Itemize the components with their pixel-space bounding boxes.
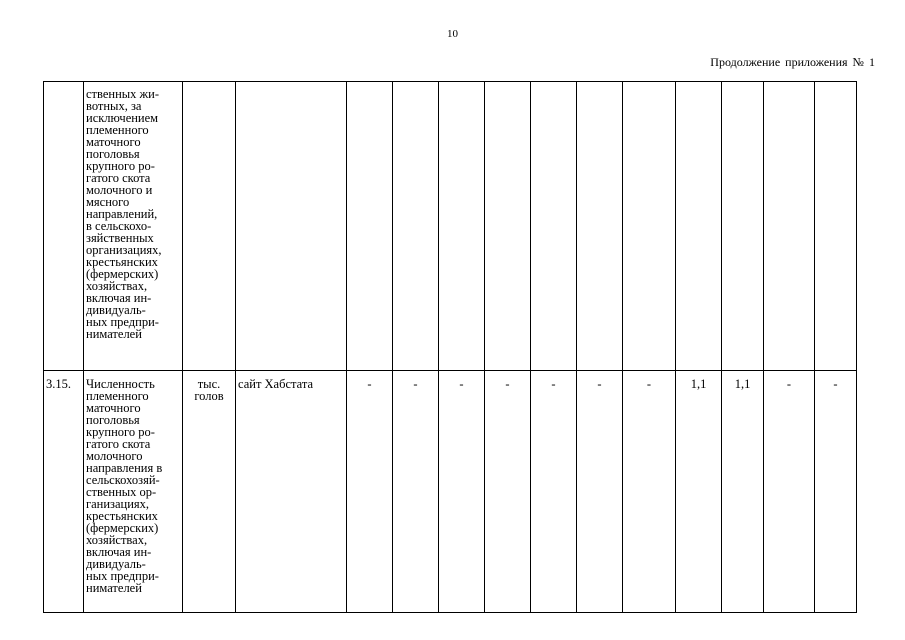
value-cell: -	[577, 371, 623, 613]
value-cell: 1,1	[676, 371, 722, 613]
value-cell: -	[764, 371, 815, 613]
value-cell	[623, 82, 676, 371]
table-row	[44, 371, 857, 613]
indicator-name-cell	[84, 82, 183, 371]
value-cell	[815, 82, 857, 371]
value-cell: -	[485, 371, 531, 613]
continuation-label: Продолжение приложения № 1	[710, 55, 875, 69]
indicator-name-text: ственных жи- вотных, за исключением племенного маточного поголовья крупного ро- гатого скота молочного и мясного направлений, в сельскохо- зяйственных организациях, крестьянских (фермерских) хозяйствах, включая ин- дивидуаль- ных предпри- нимателей	[86, 87, 162, 341]
value-cell: -	[439, 371, 485, 613]
value-cell	[347, 82, 393, 371]
value-cell: -	[393, 371, 439, 613]
value-cell	[485, 82, 531, 371]
table-row	[44, 82, 857, 371]
indicator-name-text: Численность племенного маточного поголовья крупного ро- гатого скота молочного направления в сельскохозяй- ственных ор- ганизациях, крестьянских (фермерских) хозяйствах, включая ин- дивидуаль- ных предпри- нимателей	[86, 377, 163, 595]
value-cell	[577, 82, 623, 371]
value-cell	[393, 82, 439, 371]
value-cell: -	[347, 371, 393, 613]
value-cell	[764, 82, 815, 371]
indicator-name-cell	[84, 371, 183, 613]
value-cell: -	[531, 371, 577, 613]
unit-cell	[183, 82, 236, 371]
source-cell	[236, 82, 347, 371]
unit-cell	[183, 371, 236, 613]
data-table	[43, 81, 857, 613]
value-cell	[676, 82, 722, 371]
value-cell: -	[623, 371, 676, 613]
value-cell	[722, 82, 764, 371]
value-cell	[531, 82, 577, 371]
page-number: 10	[447, 28, 458, 40]
value-cell: 1,1	[722, 371, 764, 613]
row-number-cell	[44, 82, 84, 371]
unit-text: тыс. голов	[194, 377, 224, 403]
value-cell: -	[815, 371, 857, 613]
source-cell: сайт Хабстата	[236, 371, 347, 613]
value-cell	[439, 82, 485, 371]
row-number-cell: 3.15.	[44, 371, 84, 613]
